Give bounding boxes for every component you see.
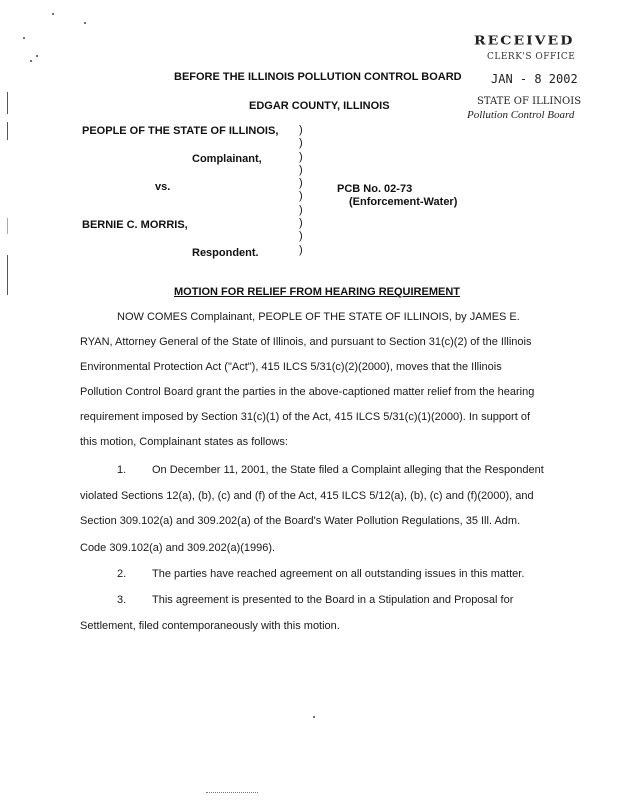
- item-line: Section 309.102(a) and 309.202(a) of the Board's Water Pollution Regulations, 35 Ill. Adm.: [80, 515, 521, 527]
- scan-margin-mark: [7, 92, 8, 114]
- intro-line: Environmental Protection Act ("Act"), 415 ILCS 5/31(c)(2)(2000), moves that the Illinois: [80, 361, 502, 373]
- caption-parentheses: ) ) ) ) ) ) ) ) ) ): [299, 124, 303, 256]
- item-number: 3.: [117, 594, 127, 606]
- scan-margin-mark: [7, 122, 8, 140]
- intro-line: RYAN, Attorney General of the State of Illinois, and pursuant to Section 31(c)(2) of the Illinois: [80, 336, 532, 348]
- item-line: On December 11, 2001, the State filed a Complaint alleging that the Respondent: [152, 464, 544, 476]
- scan-speck: [30, 60, 32, 62]
- intro-line: NOW COMES Complainant, PEOPLE OF THE STATE OF ILLINOIS, by JAMES E.: [117, 311, 520, 323]
- board-title: BEFORE THE ILLINOIS POLLUTION CONTROL BOARD: [174, 71, 462, 83]
- received-date-stamp: JAN - 8 2002: [491, 72, 578, 86]
- defendant-role: Respondent.: [192, 247, 259, 259]
- scan-speck: [84, 22, 86, 24]
- item-line: Settlement, filed contemporaneously with this motion.: [80, 620, 340, 632]
- board-stamp: Pollution Control Board: [467, 109, 575, 121]
- item-line: violated Sections 12(a), (b), (c) and (f) of the Act, 415 ILCS 5/12(a), (b), (c) and (f)(2000), and: [80, 490, 534, 502]
- county-heading: EDGAR COUNTY, ILLINOIS: [249, 100, 390, 112]
- scan-speck: [52, 13, 54, 15]
- item-number: 1.: [117, 464, 127, 476]
- bottom-scan-mark: [206, 792, 258, 794]
- item-line: The parties have reached agreement on all outstanding issues in this matter.: [152, 568, 525, 580]
- case-number: PCB No. 02-73: [337, 183, 413, 195]
- intro-line: Pollution Control Board grant the parties in the above-captioned matter relief from the hearing: [80, 386, 535, 398]
- received-stamp: RECEIVED: [474, 34, 575, 48]
- scan-margin-mark: [7, 218, 8, 234]
- intro-line: requirement imposed by Section 31(c)(1) of the Act, 415 ILCS 5/31(c)(1)(2000). In support of: [80, 411, 531, 423]
- versus-label: vs.: [155, 181, 171, 193]
- scan-speck: [23, 37, 25, 39]
- motion-title: MOTION FOR RELIEF FROM HEARING REQUIREMENT: [174, 286, 460, 298]
- item-number: 2.: [117, 568, 127, 580]
- intro-line: this motion, Complainant states as follows:: [80, 436, 288, 448]
- plaintiff-name: PEOPLE OF THE STATE OF ILLINOIS,: [82, 125, 279, 137]
- case-type: (Enforcement-Water): [349, 196, 458, 208]
- clerks-office-stamp: CLERK'S OFFICE: [487, 52, 576, 62]
- scan-speck: [36, 55, 38, 57]
- item-line: Code 309.102(a) and 309.202(a)(1996).: [80, 542, 276, 554]
- scan-margin-mark: [7, 255, 8, 295]
- defendant-name: BERNIE C. MORRIS,: [82, 219, 188, 231]
- scan-speck: [313, 716, 315, 718]
- plaintiff-role: Complainant,: [192, 153, 262, 165]
- item-line: This agreement is presented to the Board in a Stipulation and Proposal for: [152, 594, 514, 606]
- state-stamp: STATE OF ILLINOIS: [477, 96, 582, 107]
